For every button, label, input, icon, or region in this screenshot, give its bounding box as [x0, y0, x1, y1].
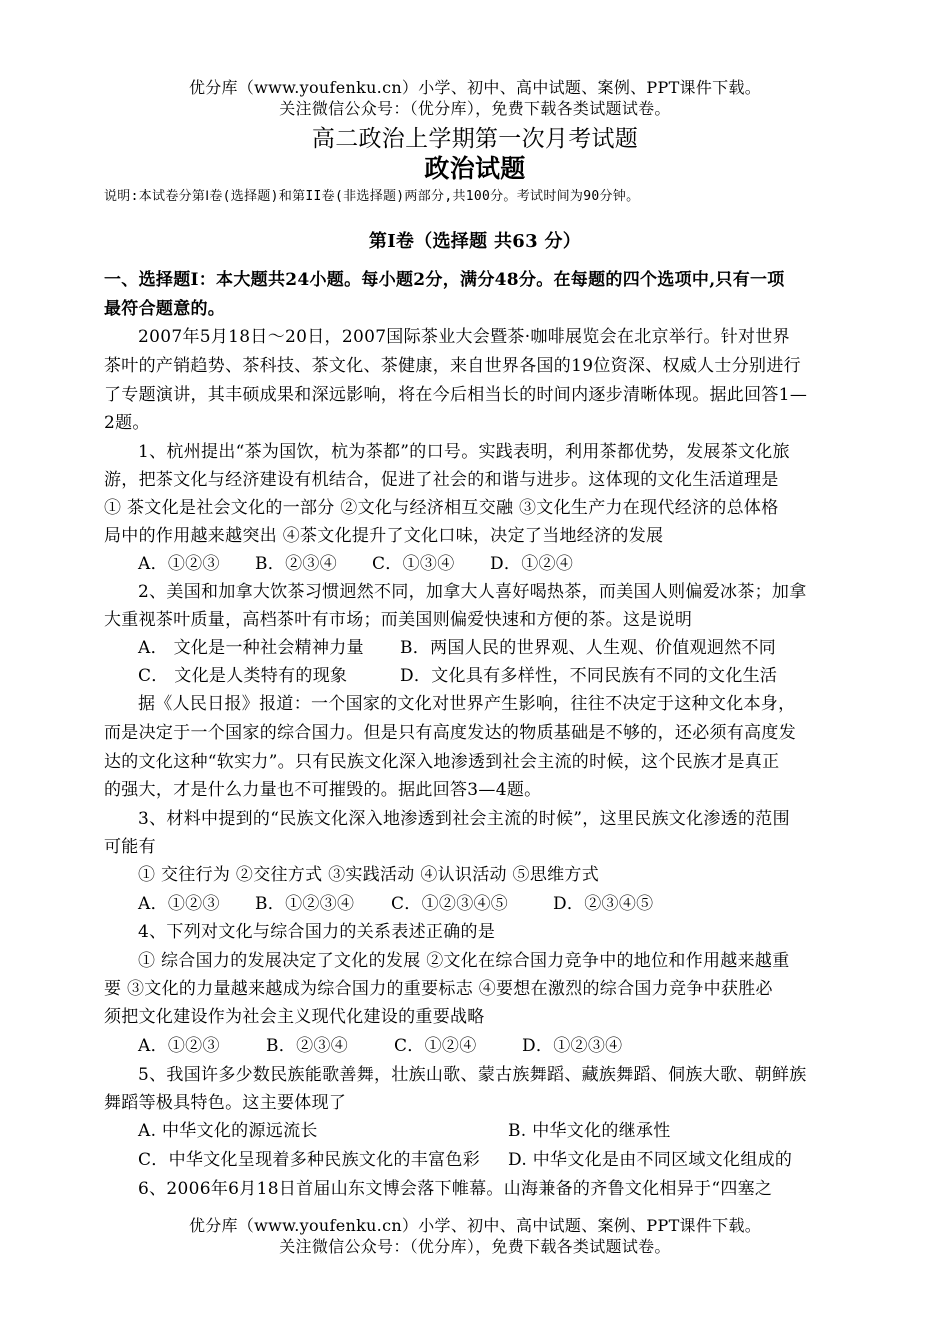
q5-stem: 舞蹈等极具特色。这主要体现了 — [104, 1093, 347, 1113]
material1-line: 2007年5月18日～20日，2007国际茶业大会暨茶·咖啡展览会在北京举行。针对世界 — [138, 327, 790, 347]
material2-line: 的强大，才是什么力量也不可摧毁的。据此回答3—4题。 — [104, 780, 542, 800]
site-footer-line-2: 关注微信公众号：（优分库），免费下载各类试题试卷。 — [279, 1237, 671, 1256]
q1-stem: 游，把茶文化与经济建设有机结合，促进了社会的和谐与进步。这体现的文化生活道理是 — [104, 470, 779, 490]
q5-stem: 5、我国许多少数民族能歌善舞，壮族山歌、蒙古族舞蹈、藏族舞蹈、侗族大歌、朝鲜族 — [138, 1065, 807, 1085]
section-heading-line-2: 最符合题意的。 — [104, 299, 226, 319]
q4-items: 要 ③文化的力量越来越成为综合国力的重要标志 ④要想在激烈的综合国力竞争中获胜必 — [104, 979, 773, 999]
q5-options-row-2 — [138, 1146, 850, 1175]
q1-option-d: D．①②④ — [490, 554, 574, 574]
q2-stem: 2、美国和加拿大饮茶习惯迥然不同，加拿大人喜好喝热茶，而美国人则偏爱冰茶；加拿 — [138, 582, 807, 602]
q1-option-b: B．②③④ — [255, 554, 337, 574]
q1-option-a: A．①②③ — [138, 554, 220, 574]
q1-option-c: C．①③④ — [372, 554, 455, 574]
q1-stem: 1、杭州提出“茶为国饮，杭为茶都”的口号。实践表明，利用茶都优势，发展茶文化旅 — [138, 442, 790, 462]
q2-options-row-1 — [138, 634, 850, 663]
site-header-line-1: 优分库（www.youfenku.cn）小学、初中、高中试题、案例、PPT课件下载。 — [188, 78, 762, 97]
q4-option-d: D．①②③④ — [522, 1036, 623, 1056]
q1-options — [138, 550, 850, 579]
q5-option-a: A. 中华文化的源远流长 — [138, 1121, 318, 1141]
material1-line: 2题。 — [104, 413, 150, 433]
page-title: 高二政治上学期第一次月考试题 — [311, 126, 639, 152]
part1-heading: 第Ⅰ卷（选择题 共63 分） — [368, 231, 582, 252]
q2-option-a: A． 文化是一种社会精神力量 — [138, 638, 364, 658]
q3-option-a: A．①②③ — [138, 894, 220, 914]
material2-line: 据《人民日报》报道：一个国家的文化对世界产生影响，往往不决定于这种文化本身， — [138, 694, 796, 714]
q2-options-row-2 — [138, 662, 850, 691]
q4-option-a: A．①②③ — [138, 1036, 220, 1056]
q6-stem: 6、2006年6月18日首届山东文博会落下帷幕。山海兼备的齐鲁文化相异于“四塞之 — [138, 1179, 773, 1199]
section-heading-line-1: 一、选择题Ⅰ：本大题共24小题。每小题2分，满分48分。在每题的四个选项中,只有一项 — [104, 270, 785, 290]
q4-items: 须把文化建设作为社会主义现代化建设的重要战略 — [104, 1007, 485, 1027]
q3-option-b: B．①②③④ — [255, 894, 355, 914]
q4-items: ① 综合国力的发展决定了文化的发展 ②文化在综合国力竞争中的地位和作用越来越重 — [138, 951, 790, 971]
q3-options — [138, 890, 850, 919]
q3-items: ① 交往行为 ②交往方式 ③实践活动 ④认识活动 ⑤思维方式 — [138, 865, 600, 885]
q4-stem: 4、下列对文化与综合国力的关系表述正确的是 — [138, 922, 496, 942]
material2-line: 达的文化这种“软实力”。只有民族文化深入地渗透到社会主流的时候，这个民族才是真正 — [104, 752, 780, 772]
q1-stem: ① 茶文化是社会文化的一部分 ②文化与经济相互交融 ③文化生产力在现代经济的总体格 — [104, 498, 779, 518]
q5-option-c: C．中华文化呈现着多种民族文化的丰富色彩 — [138, 1150, 481, 1170]
exam-note: 说明:本试卷分第Ⅰ卷(选择题)和第II卷(非选择题)两部分,共100分。考试时间为90分钟。 — [104, 189, 640, 204]
q3-option-c: C．①②③④⑤ — [391, 894, 509, 914]
material1-line: 了专题演讲，其丰硕成果和深远影响，将在今后相当长的时间内逐步清晰体现。据此回答1— — [104, 385, 808, 405]
q2-option-c: C． 文化是人类特有的现象 — [138, 666, 348, 686]
material1-line: 茶叶的产销趋势、茶科技、茶文化、茶健康，来自世界各国的19位资深、权威人士分别进行 — [104, 356, 801, 376]
q5-options-row-1 — [138, 1117, 850, 1146]
page-subtitle: 政治试题 — [424, 154, 526, 183]
site-header-line-2: 关注微信公众号：（优分库），免费下载各类试题试卷。 — [279, 99, 671, 118]
q1-stem: 局中的作用越来越突出 ④茶文化提升了文化口味，决定了当地经济的发展 — [104, 526, 664, 546]
q5-option-d: D. 中华文化是由不同区域文化组成的 — [508, 1150, 793, 1170]
q2-option-d: D．文化具有多样性，不同民族有不同的文化生活 — [400, 666, 778, 686]
q4-options — [138, 1032, 850, 1061]
q3-stem: 3、材料中提到的“民族文化深入地渗透到社会主流的时候”，这里民族文化渗透的范围 — [138, 809, 790, 829]
q4-option-c: C．①②④ — [394, 1036, 477, 1056]
site-footer-line-1: 优分库（www.youfenku.cn）小学、初中、高中试题、案例、PPT课件下载。 — [188, 1216, 762, 1235]
material2-line: 而是决定于一个国家的综合国力。但是只有高度发达的物质基础是不够的，还必须有高度发 — [104, 723, 796, 743]
q2-stem: 大重视茶叶质量，高档茶叶有市场；而美国则偏爱快速和方便的茶。这是说明 — [104, 610, 693, 630]
q2-option-b: B．两国人民的世界观、人生观、价值观迥然不同 — [400, 638, 777, 658]
q3-stem: 可能有 — [104, 837, 156, 857]
q3-option-d: D．②③④⑤ — [553, 894, 654, 914]
q4-option-b: B．②③④ — [266, 1036, 348, 1056]
q5-option-b: B. 中华文化的继承性 — [508, 1121, 671, 1141]
